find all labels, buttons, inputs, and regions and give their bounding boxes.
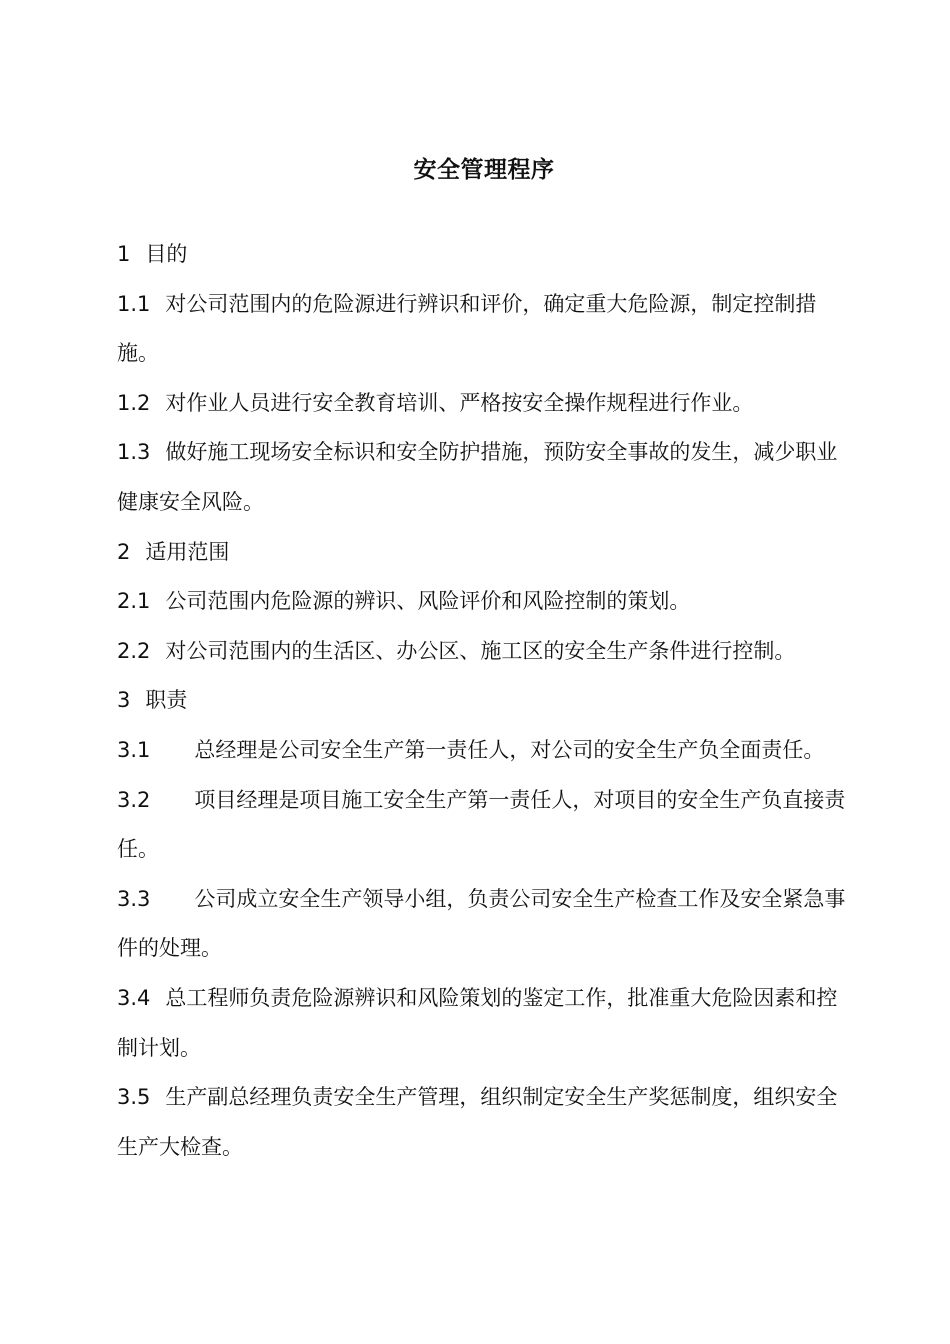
clause-text: 项目经理是项目施工安全生产第一责任人，对项目的安全生产负直接责任。 [117,787,846,862]
clause-number: 1.3 [117,440,151,465]
clause-text: 做好施工现场安全标识和安全防护措施，预防安全事故的发生，减少职业健康安全风险。 [117,440,838,514]
section-number: 2 [117,539,131,564]
clause-paragraph [117,776,847,875]
clause-text: 对公司范围内的危险源进行辨识和评价，确定重大危险源，制定控制措施。 [117,291,817,366]
section-number: 3 [117,688,131,713]
section-number: 1 [117,242,131,266]
clause-paragraph [117,627,847,677]
clause-text: 总工程师负责危险源辨识和风险策划的鉴定工作，批准重大危险因素和控制计划。 [117,985,838,1060]
clause-text: 总经理是公司安全生产第一责任人，对公司的安全生产负全面责任。 [194,737,825,762]
clause-paragraph [117,726,847,776]
clause-text: 对作业人员进行安全教育培训、严格按安全操作规程进行作业。 [165,390,754,415]
clause-text: 生产副总经理负责安全生产管理，组织制定安全生产奖惩制度，组织安全生产大检查。 [117,1085,838,1159]
document-body [117,230,847,1172]
clause-paragraph [117,577,847,627]
clause-number: 1.2 [117,390,151,415]
clause-number: 2.2 [117,638,151,663]
clause-number: 3.3 [117,886,151,911]
clause-paragraph [117,1073,847,1172]
clause-number: 2.1 [117,589,151,614]
clause-text: 公司成立安全生产领导小组，负责公司安全生产检查工作及安全紧急事件的处理。 [117,886,846,961]
clause-text: 公司范围内危险源的辨识、风险评价和风险控制的策划。 [165,589,691,614]
clause-paragraph [117,428,847,527]
clause-paragraph [117,379,847,429]
clause-number: 3.5 [117,1085,151,1110]
section-text: 适用范围 [145,539,230,564]
clause-number: 3.1 [117,737,151,762]
clause-text: 对公司范围内的生活区、办公区、施工区的安全生产条件进行控制。 [165,638,796,663]
section-text: 目的 [145,242,188,266]
document-title: 安全管理程序 [413,157,555,183]
clause-number: 3.4 [117,985,151,1010]
clause-paragraph [117,875,847,974]
section-heading [117,676,847,726]
clause-number: 3.2 [117,787,151,812]
clause-paragraph [117,974,847,1073]
section-text: 职责 [145,688,188,713]
section-heading [117,528,847,578]
clause-number: 1.1 [117,291,151,316]
clause-paragraph [117,280,847,379]
section-heading [117,230,847,280]
